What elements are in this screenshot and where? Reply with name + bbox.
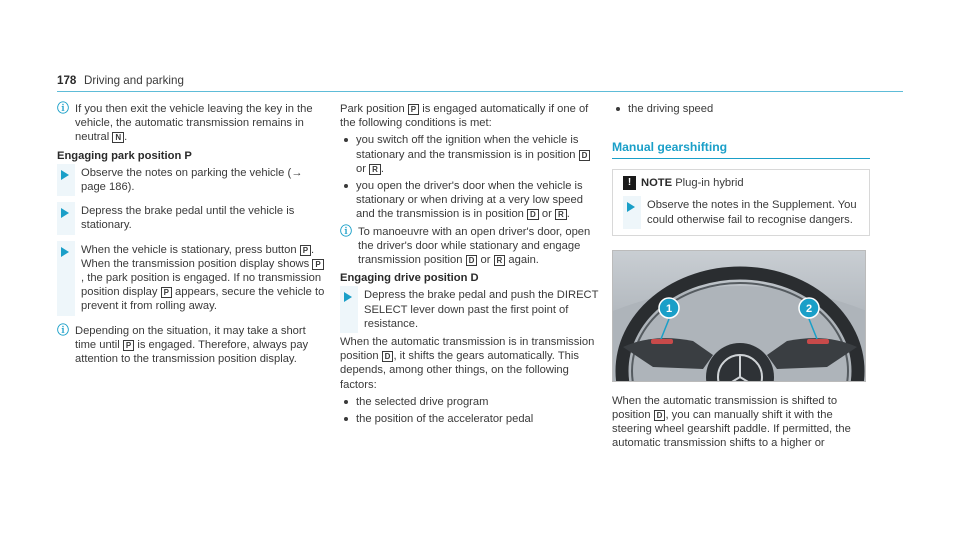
list-item: the driving speed: [612, 102, 870, 116]
gear-symbol-p: P: [312, 259, 323, 270]
page-number: 178: [57, 74, 77, 87]
park-auto-intro: Park position P is engaged automatically if one of the following conditions is met:: [340, 103, 589, 130]
note-subtitle: Plug-in hybrid: [675, 177, 744, 190]
steering-wheel-image: [612, 250, 866, 382]
gear-symbol-d: D: [654, 410, 666, 421]
step-observe-supplement: Observe the notes in the Supplement. You could otherwise fail to recognise dangers.: [623, 198, 859, 226]
step-push-lever: Depress the brake pedal and push the DIRECT SELECT lever down past the first point of resistance.: [340, 288, 602, 331]
gear-symbol-d: D: [382, 351, 394, 362]
step-press-button-p: When the vehicle is stationary, press button P . When the transmission position display shows P, the park position is engaged. If no transmission position display P appears, secure the vehicle to prevent it from rolling away.: [57, 243, 325, 314]
gear-symbol-r: R: [555, 209, 567, 220]
gear-symbol-r: R: [494, 255, 506, 266]
info-note-park-delay: ⓘ Depending on the situation, it may take a short time until P is engaged. Therefore, always pay attention to the transmission position display.: [57, 322, 309, 366]
section-title: Driving and parking: [84, 74, 184, 87]
bullet-dot: [344, 400, 348, 404]
info-icon: ⓘ: [57, 322, 70, 337]
column-1: [57, 102, 325, 370]
gear-symbol-d: D: [527, 209, 539, 220]
list-item: you open the driver's door when the vehicle is stationary or when driving at a very low speed and the transmission is in position D or R .: [340, 179, 602, 222]
note-label: NOTE: [641, 177, 673, 190]
column-3: [612, 102, 870, 451]
step-arrow-icon: [61, 247, 69, 257]
heading-drive-position: Engaging drive position D: [340, 272, 479, 285]
info-note-neutral: ⓘ If you then exit the vehicle leaving the key in the vehicle, the automatic transmission remains in neutral N .: [57, 101, 313, 144]
bullet-dot: [344, 184, 348, 188]
gear-symbol-d: D: [579, 150, 591, 161]
note-box: [612, 169, 870, 235]
info-icon: ⓘ: [340, 223, 353, 238]
info-icon: ⓘ: [57, 101, 70, 115]
list-item: the position of the accelerator pedal: [340, 412, 602, 426]
list-item: the selected drive program: [340, 395, 602, 409]
note-header: [623, 176, 859, 192]
list-item: you switch off the ignition when the vehicle is stationary and the transmission is in position D or R .: [340, 133, 602, 176]
gear-symbol-r: R: [369, 164, 381, 175]
drive-paragraph: When the automatic transmission is in transmission position D , it shifts the gears automatically. This depends, among other things, on the following factors:: [340, 336, 595, 391]
step-arrow-icon: [627, 202, 635, 212]
heading-park-position: Engaging park position P: [57, 149, 192, 162]
callout-1-label: 1: [665, 302, 673, 315]
bullet-dot: [616, 107, 620, 111]
bullet-dot: [344, 417, 348, 421]
gear-symbol-p: P: [408, 104, 419, 115]
column-2: [340, 102, 602, 429]
step-arrow-icon: [344, 292, 352, 302]
gear-symbol-p: P: [123, 340, 134, 351]
section-heading-manual-gearshifting: Manual gearshifting: [612, 140, 870, 159]
callout-2-label: 2: [805, 302, 813, 315]
warning-icon: !: [623, 176, 636, 190]
step-arrow-icon: [61, 208, 69, 218]
step-arrow-icon: [61, 170, 69, 180]
header-rule: [57, 91, 903, 92]
step-depress-brake: Depress the brake pedal until the vehicle is stationary.: [57, 204, 325, 232]
gear-symbol-p: P: [161, 287, 172, 298]
page-header: [0, 0, 960, 100]
gear-symbol-p: P: [300, 245, 311, 256]
bullet-dot: [344, 138, 348, 142]
manual-paragraph: When the automatic transmission is shifted to position D , you can manually shift it with the steering wheel gearshift paddle. If permitted, the automatic transmission shifts to a higher or: [612, 394, 851, 450]
info-note-open-door: ⓘ To manoeuvre with an open driver's door, open the driver's door while stationary and engage transmission position D or R again.: [340, 223, 591, 267]
gear-symbol-n: N: [112, 132, 124, 143]
gear-symbol-d: D: [466, 255, 478, 266]
steering-wheel-illustration: [613, 251, 866, 382]
step-observe-notes: Observe the notes on parking the vehicle (→ page 186).: [57, 166, 325, 194]
